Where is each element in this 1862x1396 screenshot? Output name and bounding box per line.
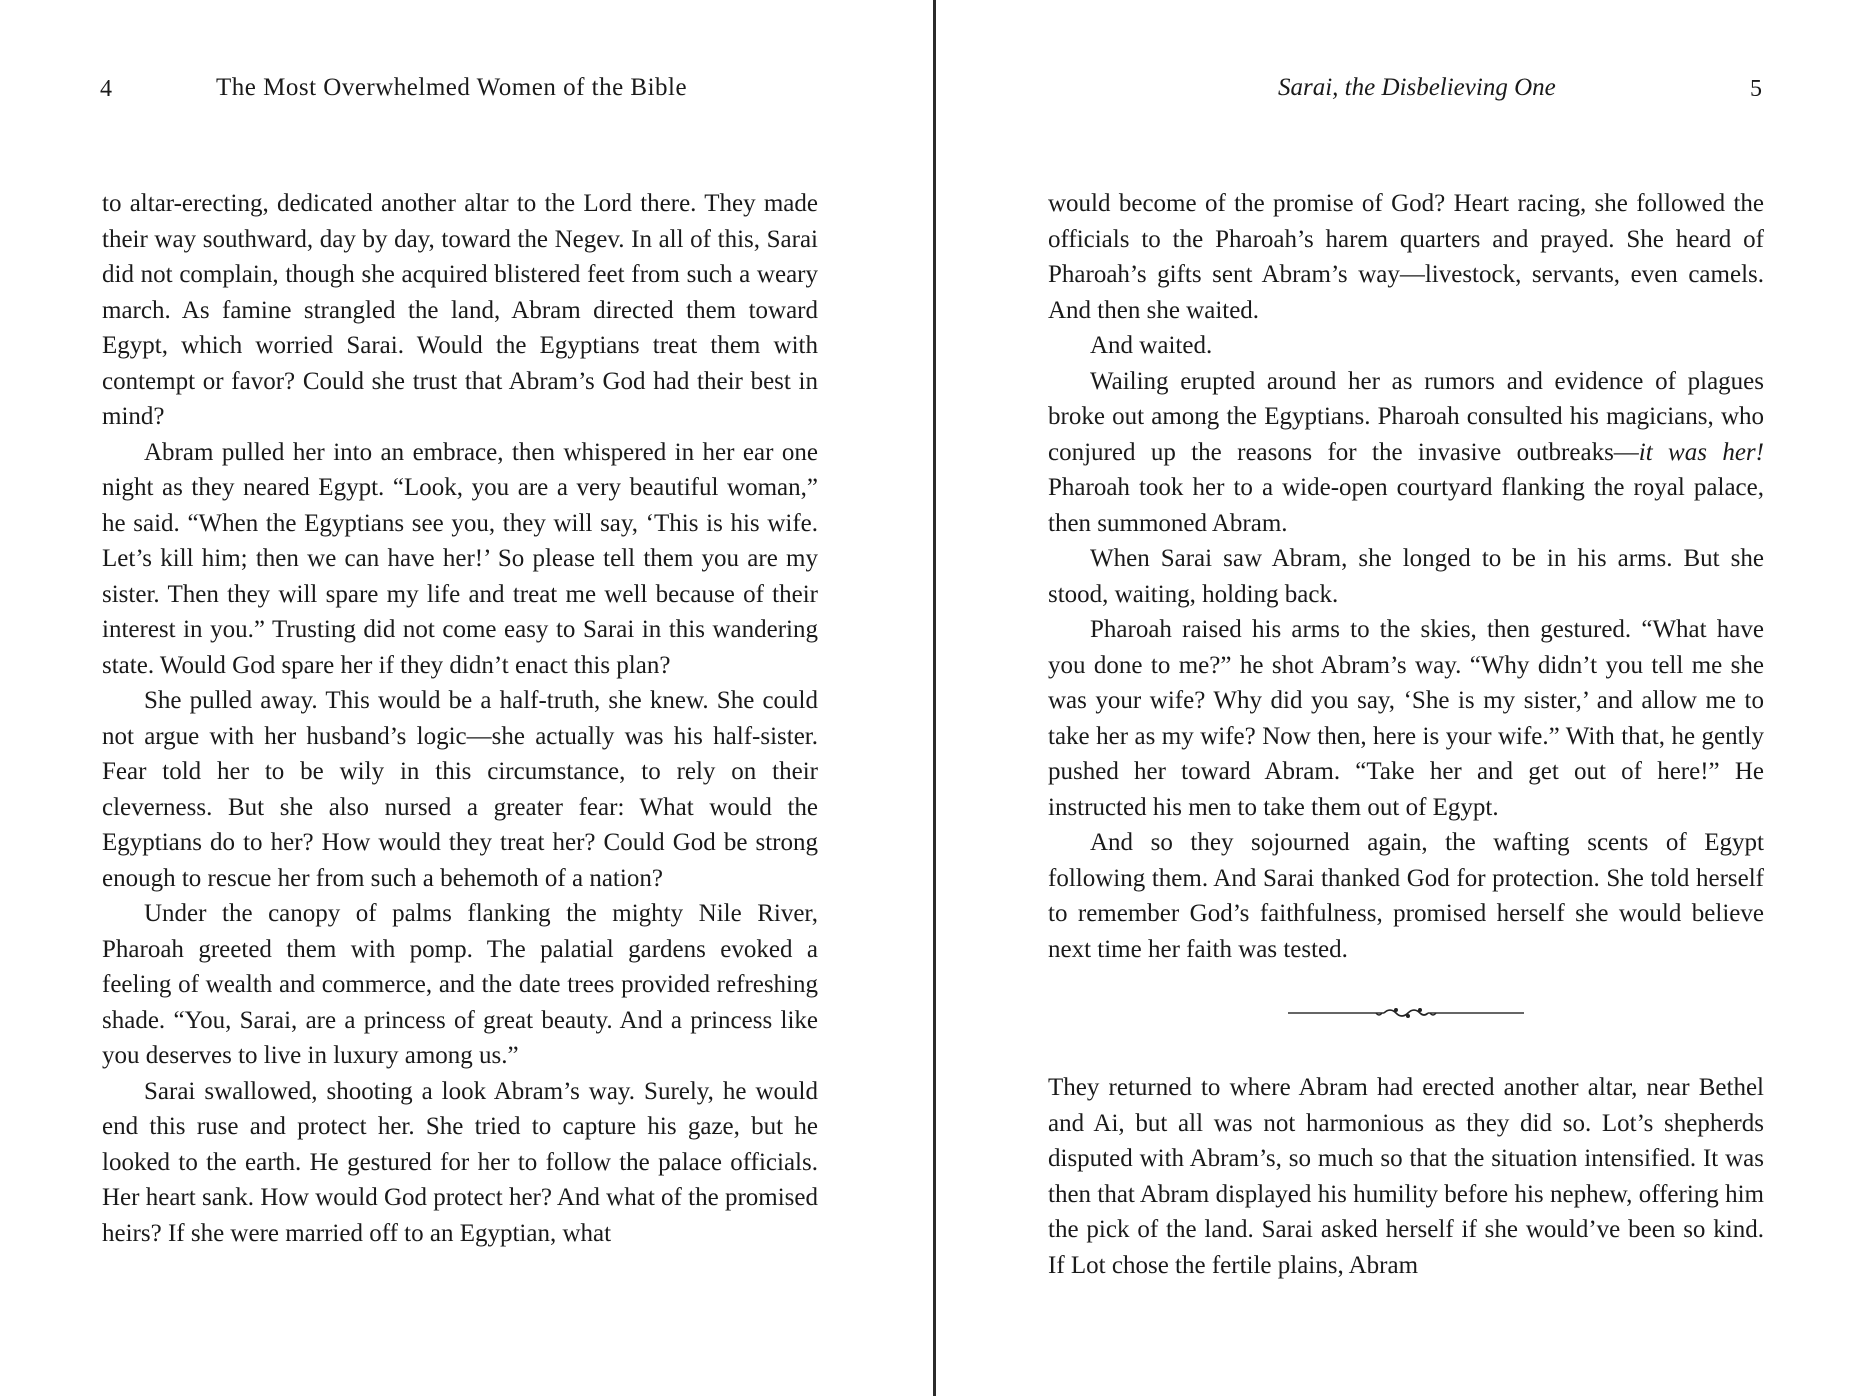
paragraph: She pulled away. This would be a half-truth, she knew. She could not argue with her husband’s logic—she actually was his half-sister. Fear told her to be wily in this circumstance, to rely on their cleverness. But she also nursed a greater fear: What would the Egyptians do to her? How would they treat her? Could God be strong enough to rescue her from such a behemoth of a nation? bbox=[102, 687, 818, 892]
page-number: 5 bbox=[1750, 76, 1762, 102]
paragraph: They returned to where Abram had erected another altar, near Bethel and Ai, but all was not harmonious as they did so. Lot’s shepherds disputed with Abram’s, so much so that the situation intensified. It was then that Abram displayed his humility before his nephew, offering him the pick of the land. Sarai asked herself if she would’ve been so kind. If Lot chose the fertile plains, Abram bbox=[1048, 1074, 1764, 1279]
paragraph-text: Pharoah took her to a wide-open courtyard flanking the royal palace, then summoned Abram. bbox=[1048, 474, 1764, 537]
page-number: 4 bbox=[100, 76, 112, 102]
paragraph: Abram pulled her into an embrace, then whispered in her ear one night as they neared Egypt. “Look, you are a very beautiful woman,” he said. “When the Egyptians see you, they will say, ‘This is his wife. Let’s kill him; then we can have her!’ So please tell them you are my sister. Then they will spare my life and treat me well because of their interest in you.” Trusting did not come easy to Sarai in this wandering state. Would God spare her if they didn’t enact this plan? bbox=[102, 438, 818, 679]
paragraph: When Sarai saw Abram, she longed to be in his arms. But she stood, waiting, holding back. bbox=[1048, 545, 1764, 608]
paragraph bbox=[1048, 364, 1764, 542]
paragraph: to altar-erecting, dedicated another altar to the Lord there. They made their way southward, day by day, toward the Negev. In all of this, Sarai did not complain, though she acquired blistered feet from such a weary march. As famine strangled the land, Abram directed them toward Egypt, which worried Sarai. Would the Egyptians treat them with contempt or favor? Could she trust that Abram’s God had their best in mind? bbox=[102, 190, 818, 430]
paragraph: Sarai swallowed, shooting a look Abram’s way. Surely, he would end this ruse and protect her. She tried to capture his gaze, but he looked to the earth. He gestured for her to follow the palace officials. Her heart sank. How would God protect her? And what of the promised heirs? If she were married off to an Egyptian, what bbox=[102, 1077, 818, 1247]
right-page-body-section-two bbox=[1048, 1070, 1764, 1283]
paragraph: And so they sojourned again, the wafting scents of Egypt following them. And Sarai thanked God for protection. She told herself to remember God’s faithfulness, promised herself she would believe next time her faith was tested. bbox=[1048, 829, 1764, 963]
paragraph: Under the canopy of palms flanking the mighty Nile River, Pharoah greeted them with pomp. The palatial gardens evoked a feeling of wealth and commerce, and the date trees provided refreshing shade. “You, Sarai, are a princess of great beauty. And a princess like you deserves to live in luxury among us.” bbox=[102, 900, 818, 1069]
running-head-chapter-title: Sarai, the Disbelieving One bbox=[1278, 74, 1556, 101]
italic-emphasis: it was her! bbox=[1638, 438, 1764, 466]
left-page-body bbox=[102, 186, 818, 1251]
right-page-body bbox=[1048, 186, 1764, 967]
running-head-book-title: The Most Overwhelmed Women of the Bible bbox=[216, 74, 688, 101]
paragraph-text: Wailing erupted around her as rumors and evidence of plagues broke out among the Egyptians. Pharoah consulted his magicians, who conjured up the reasons for the invasive outbreaks— bbox=[1048, 367, 1764, 466]
paragraph: would become of the promise of God? Heart racing, she followed the officials to the Pharoah’s harem quarters and prayed. She heard of Pharoah’s gifts sent Abram’s way—livestock, servants, even camels. And then she waited. bbox=[1048, 190, 1764, 324]
flourish-divider-icon bbox=[1288, 1002, 1524, 1024]
paragraph: Pharoah raised his arms to the skies, then gestured. “What have you done to me?” he shot Abram’s way. “Why didn’t you tell me she was your wife? Why did you say, ‘She is my sister,’ and allow me to take her as my wife? Now then, here is your wife.” With that, he gently pushed her toward Abram. “Take her and get out of here!” He instructed his men to take them out of Egypt. bbox=[1048, 616, 1764, 821]
right-page bbox=[936, 0, 1862, 1396]
paragraph: And waited. bbox=[1090, 332, 1213, 359]
